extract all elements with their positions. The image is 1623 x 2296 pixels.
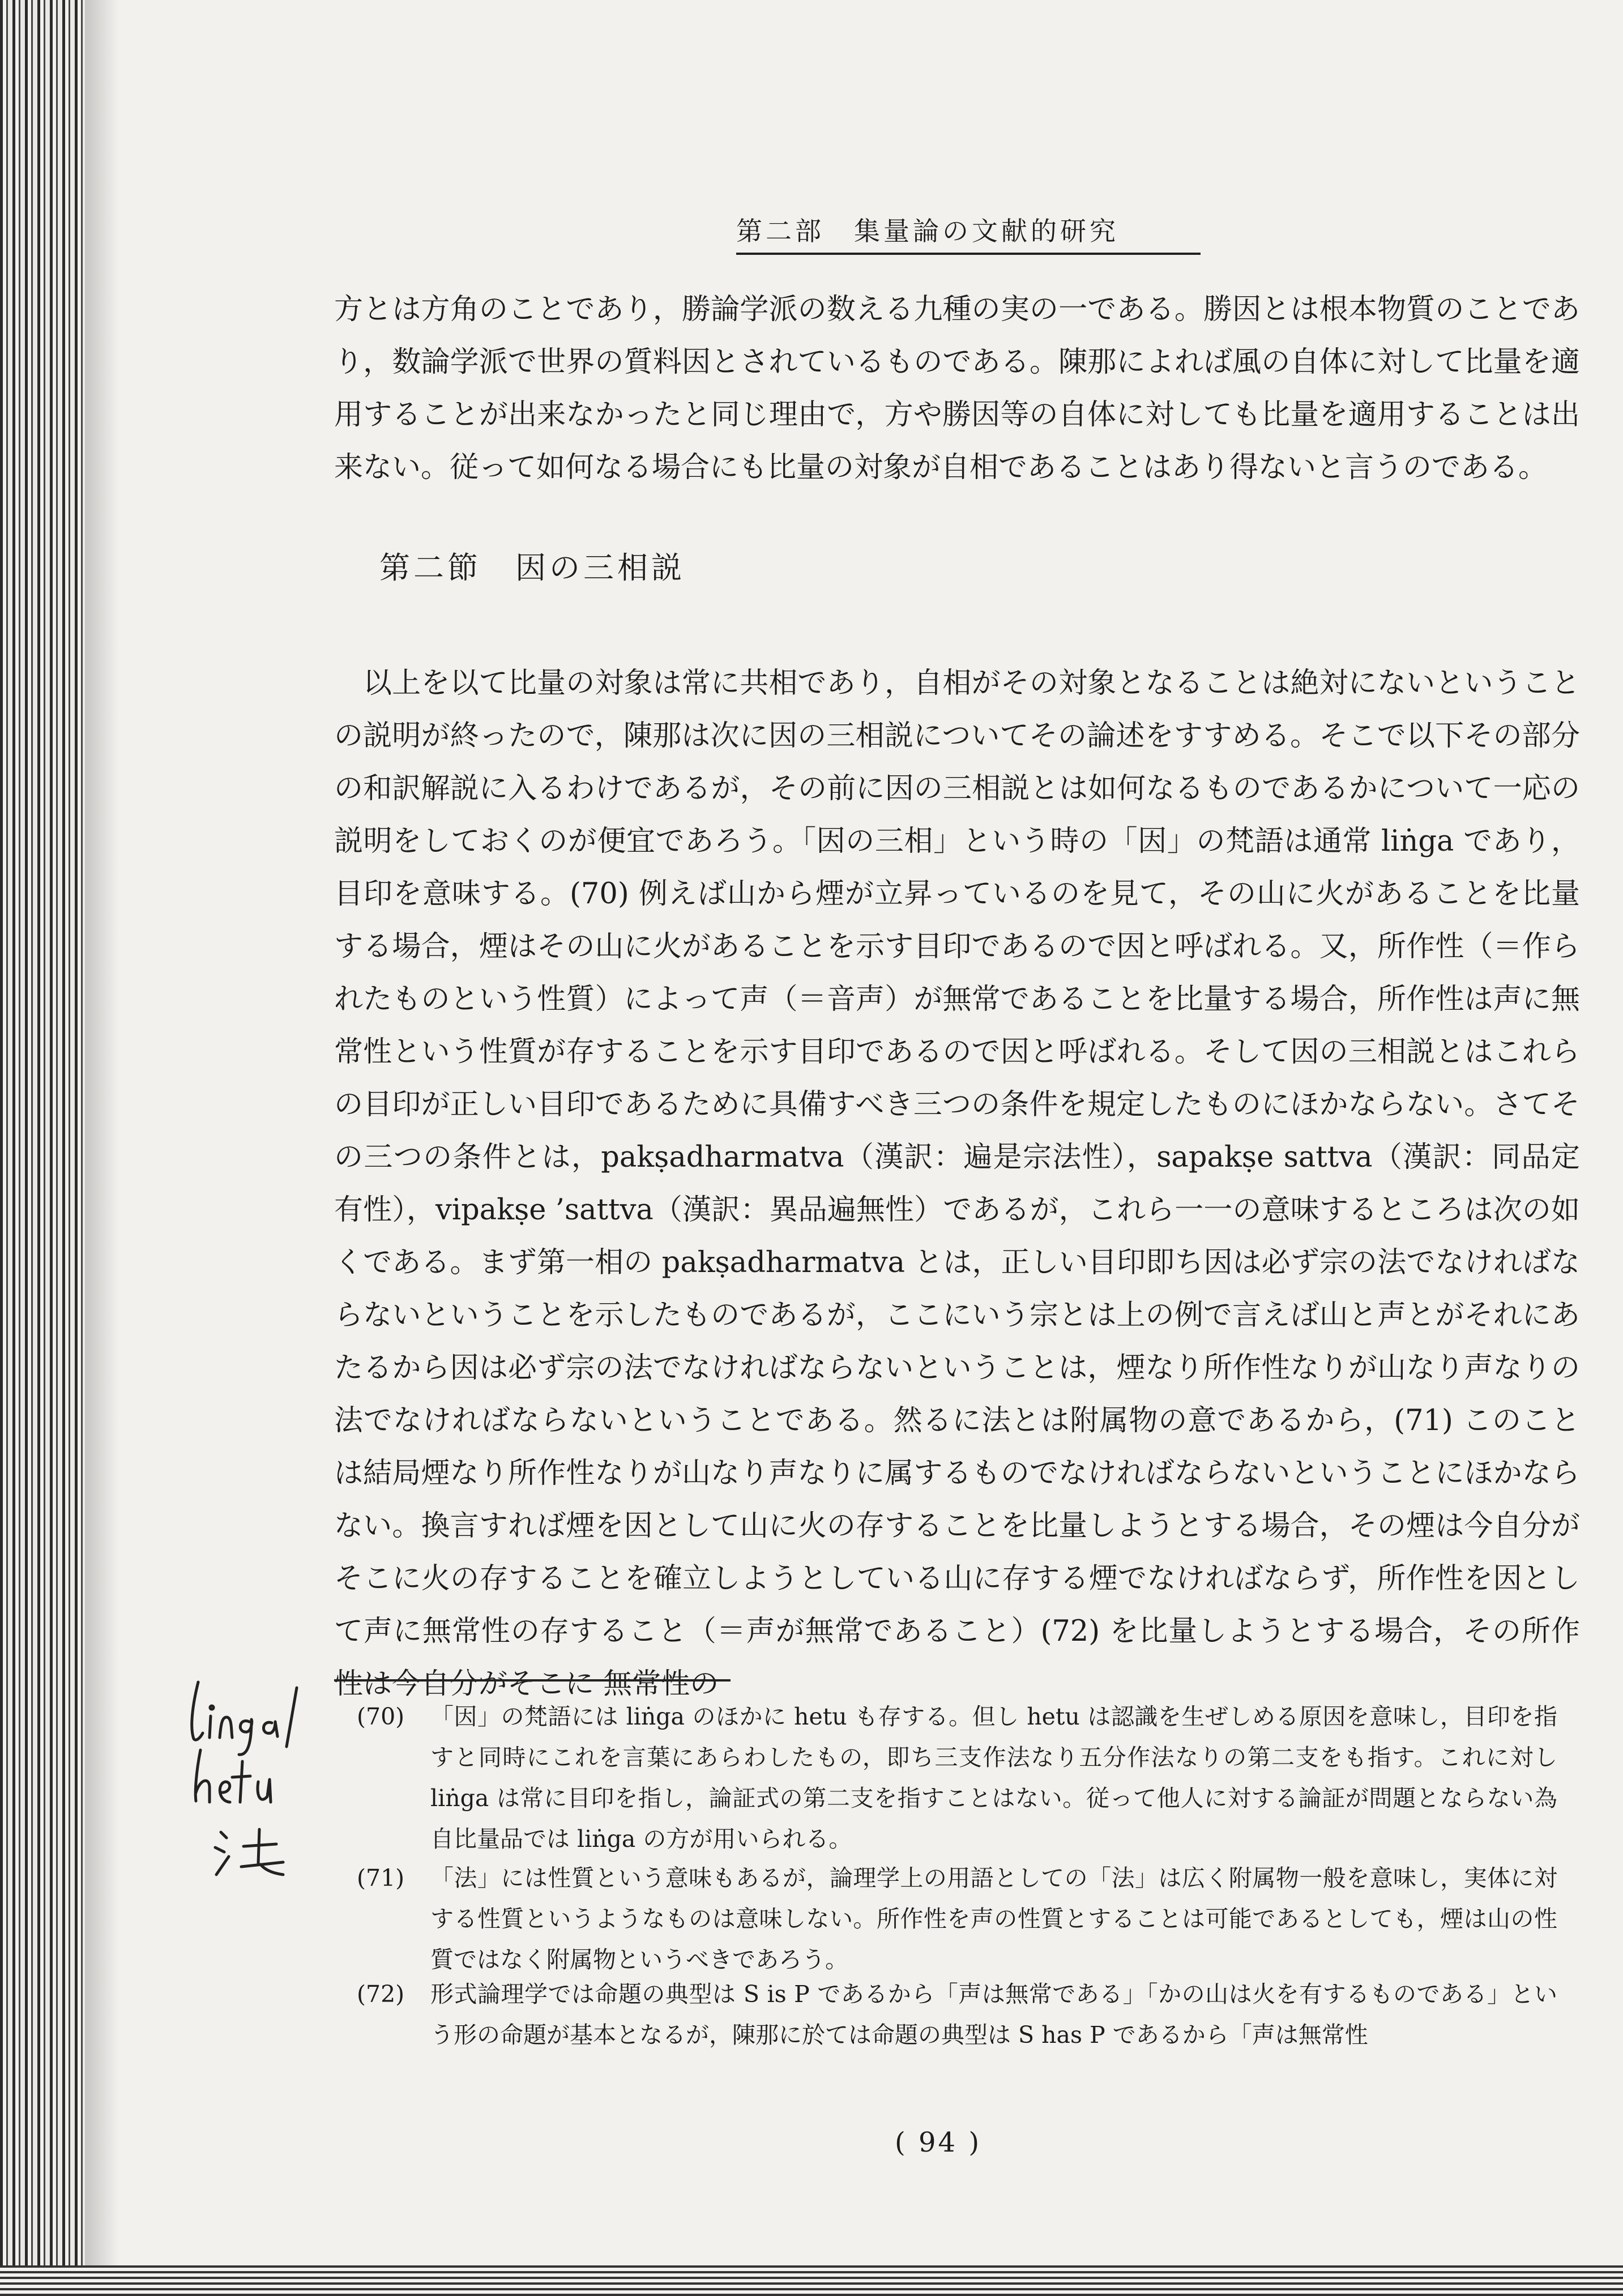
page-number: ( 94 ) xyxy=(895,2127,982,2158)
footnote-text: 「法」には性質という意味もあるが，論理学上の用語としての「法」は広く附属物一般を意味し，実体に対する性質というようなものは意味しない。所作性を声の性質とすることは可能であるとしても，煙は山の性質ではなく附属物というべきであろう。 xyxy=(430,1864,1557,1973)
footnote-text: 「因」の梵語には liṅga のほかに hetu も存する。但し hetu は認識を生ぜしめる原因を意味し，目印を指すと同時にこれを言葉にあらわしたもの，即ち三支作法なり五分作法なりの第二支をも指す。これに対し liṅga は常に目印を指し，論証式の第二支を指すことはない。従って他人に対する論証が問題とならない為自比量品では liṅga の方が用いられる。 xyxy=(430,1703,1557,1853)
handwriting-scribble xyxy=(176,1676,357,1880)
footnote-72 xyxy=(357,1974,1557,2055)
footnote-number: (72) xyxy=(357,1981,405,2008)
footnote-text: 形式論理学では命題の典型は S is P であるから「声は無常である」「かの山は火を有するものである」という形の命題が基本となるが，陳那に於ては命題の典型は S has P であるから「声は無常性 xyxy=(430,1981,1557,2049)
main-paragraph: 以上を以て比量の対象は常に共相であり，自相がその対象となることは絶対にないということの説明が終ったので，陳那は次に因の三相説についてその論述をすすめる。そこで以下その部分の和訳解説に入るわけであるが，その前に因の三相説とは如何なるものであるかについて一応の説明をしておくのが便宜であろう。「因の三相」という時の「因」の梵語は通常 liṅga であり，目印を意味する。(70) 例えば山から煙が立昇っているのを見て，その山に火があることを比量する場合，煙はその山に火があることを示す目印であるので因と呼ばれる。又，所作性（＝作られたものという性質）によって声（＝音声）が無常であることを比量する場合，所作性は声に無常性という性質が存することを示す目印であるので因と呼ばれる。そして因の三相説とはこれらの目印が正しい目印であるために具備すべき三つの条件を規定したものにほかならない。さてその三つの条件とは，pakṣadharmatva（漢訳：遍是宗法性），sapakṣe sattva（漢訳：同品定有性），vipakṣe ’sattva（漢訳：異品遍無性）であるが，これら一一の意味するところは次の如くである。まず第一相の pakṣadharmatva とは，正しい目印即ち因は必ず宗の法でなければならないということを示したものであるが，ここにいう宗とは上の例で言えば山と声とがそれにあたるから因は必ず宗の法でなければならないということは，煙なり所作性なりが山なり声なりの法でなければならないということである。然るに法とは附属物の意であるから，(71) このことは結局煙なり所作性なりが山なり声なりに属するものでなければならないということにほかならない。換言すれば煙を因として山に火の存することを比量しようとする場合，その煙は今自分がそこに火の存することを確立しようとしている山に存する煙でなければならず，所作性を因として声に無常性の存すること（＝声が無常であること）(72) を比量しようとする場合，その所作性は今自分がそこに 無常性の xyxy=(334,667,1580,1701)
running-header: 第二部 集量論の文献的研究 xyxy=(736,211,1201,255)
footnote-70 xyxy=(357,1696,1557,1859)
footnote-number: (70) xyxy=(357,1703,405,1730)
handwritten-margin-note xyxy=(176,1676,357,1880)
footnote-rule xyxy=(334,1679,731,1682)
section-heading: 第二節 因の三相説 xyxy=(379,550,685,586)
footnote-number: (71) xyxy=(357,1864,405,1892)
intro-paragraph: 方とは方角のことであり，勝論学派の数える九種の実の一である。勝因とは根本物質のことであり，数論学派で世界の質料因とされているものである。陳那によれば風の自体に対して比量を適用することが出来なかったと同じ理由で，方や勝因等の自体に対しても比量を適用することは出来ない。従って如何なる場合にも比量の対象が自相であることはあり得ないと言うのである。 xyxy=(334,293,1580,484)
footnote-71 xyxy=(357,1858,1557,1980)
